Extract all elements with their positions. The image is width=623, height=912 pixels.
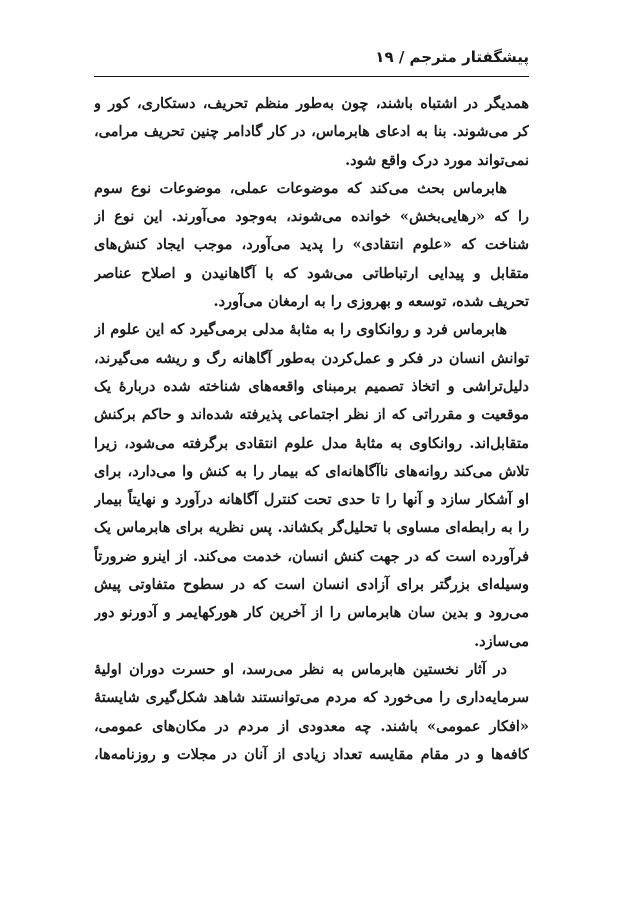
text-line: می‌سازد. — [474, 632, 529, 650]
text-line: سرمایه‌داری را می‌خورد که مردم می‌توانستند شاهد شکل‌گیری شایستهٔ — [94, 689, 529, 707]
text-line: هابرماس بحث می‌کند که موضوعات عملی، موضوعات نوع سوم — [94, 179, 507, 197]
text-line: هابرماس فرد و روانکاوی را به مثابهٔ مدلی برمی‌گیرد که این علوم از — [94, 321, 507, 339]
text-line: وسیله‌ای بزرگتر برای آزادی انسان است که در سطوح متفاوتی پیش — [94, 576, 529, 594]
text-line: نمی‌تواند مورد درک واقع شود. — [345, 151, 529, 169]
text-line: تحریف شده، توسعه و بهروزی را به ارمغان می‌آورد. — [213, 293, 529, 311]
text-line: می‌رود و بدین سان هابرماس را از آخرین کار هورکهایمر و آدورنو دور — [94, 604, 529, 622]
text-line: موقعیت و مقرراتی که از نظر اجتماعی پذیرفته شده‌اند و حاکم برکنش — [94, 406, 529, 424]
text-line: همدیگر در اشتباه باشند، چون به‌طور منظم تحریف، دستکاری، کور و — [94, 95, 529, 112]
text-line: را به رابطه‌ای مساوی با تحلیل‌گر بکشاند. پس نظریه برای هابرماس یک — [94, 519, 529, 537]
text-line: در آثار نخستین هابرماس به نظر می‌رسد، او حسرت دوران اولیهٔ — [94, 660, 507, 678]
text-line: تلاش می‌کند روانه‌های ناآگاهانه‌ای که بیمار را به کنش وا می‌دارد، برای — [94, 462, 529, 480]
running-head: پیشگفتار مترجم / ۱۹ — [375, 48, 529, 66]
text-line: را که «رهایی‌بخش» خوانده می‌شوند، به‌وجود می‌آورند. این نوع از — [94, 208, 529, 226]
text-line: او آشکار سازد و آنها را تا حدی تحت کنترل آگاهانه درآورد و نهایتاً بیمار — [94, 491, 529, 509]
text-line: فرآورده است که در جهت کنش انسان، خدمت می‌کند. از اینرو ضرورتاً — [94, 547, 529, 565]
body-text — [94, 90, 529, 769]
text-line: متقابل‌اند. روانکاوی به مثابهٔ مدل علوم انتقادی برگرفته می‌شود، زیرا — [94, 434, 529, 452]
text-line: کافه‌ها و در مقام مقایسه تعداد زیادی از آنان در مجلات و روزنامه‌ها، — [94, 745, 529, 763]
text-line: کر می‌شوند. بنا به ادعای هابرماس، در کار گادامر چنین تحریف مرامی، — [94, 123, 529, 141]
text-line: «افکار عمومی» باشند. چه معدودی از مردم در مکان‌های عمومی، — [94, 717, 529, 735]
text-line: توانش انسان در فکر و عمل‌کردن به‌طور آگاهانه رگ و ریشه می‌گیرند، — [94, 349, 529, 367]
text-line: دلیل‌تراشی و اتخاذ تصمیم برمبنای واقعه‌های شناخته شده دربارهٔ یک — [94, 377, 529, 395]
header-rule — [94, 76, 529, 77]
text-line: متقابل و پیدایی ارتباطاتی می‌شود که با آگاهانیدن و اصلاح عناصر — [94, 264, 529, 282]
text-line: شناخت که «علوم انتقادی» را پدید می‌آورد، موجب ایجاد کنش‌های — [94, 236, 529, 254]
